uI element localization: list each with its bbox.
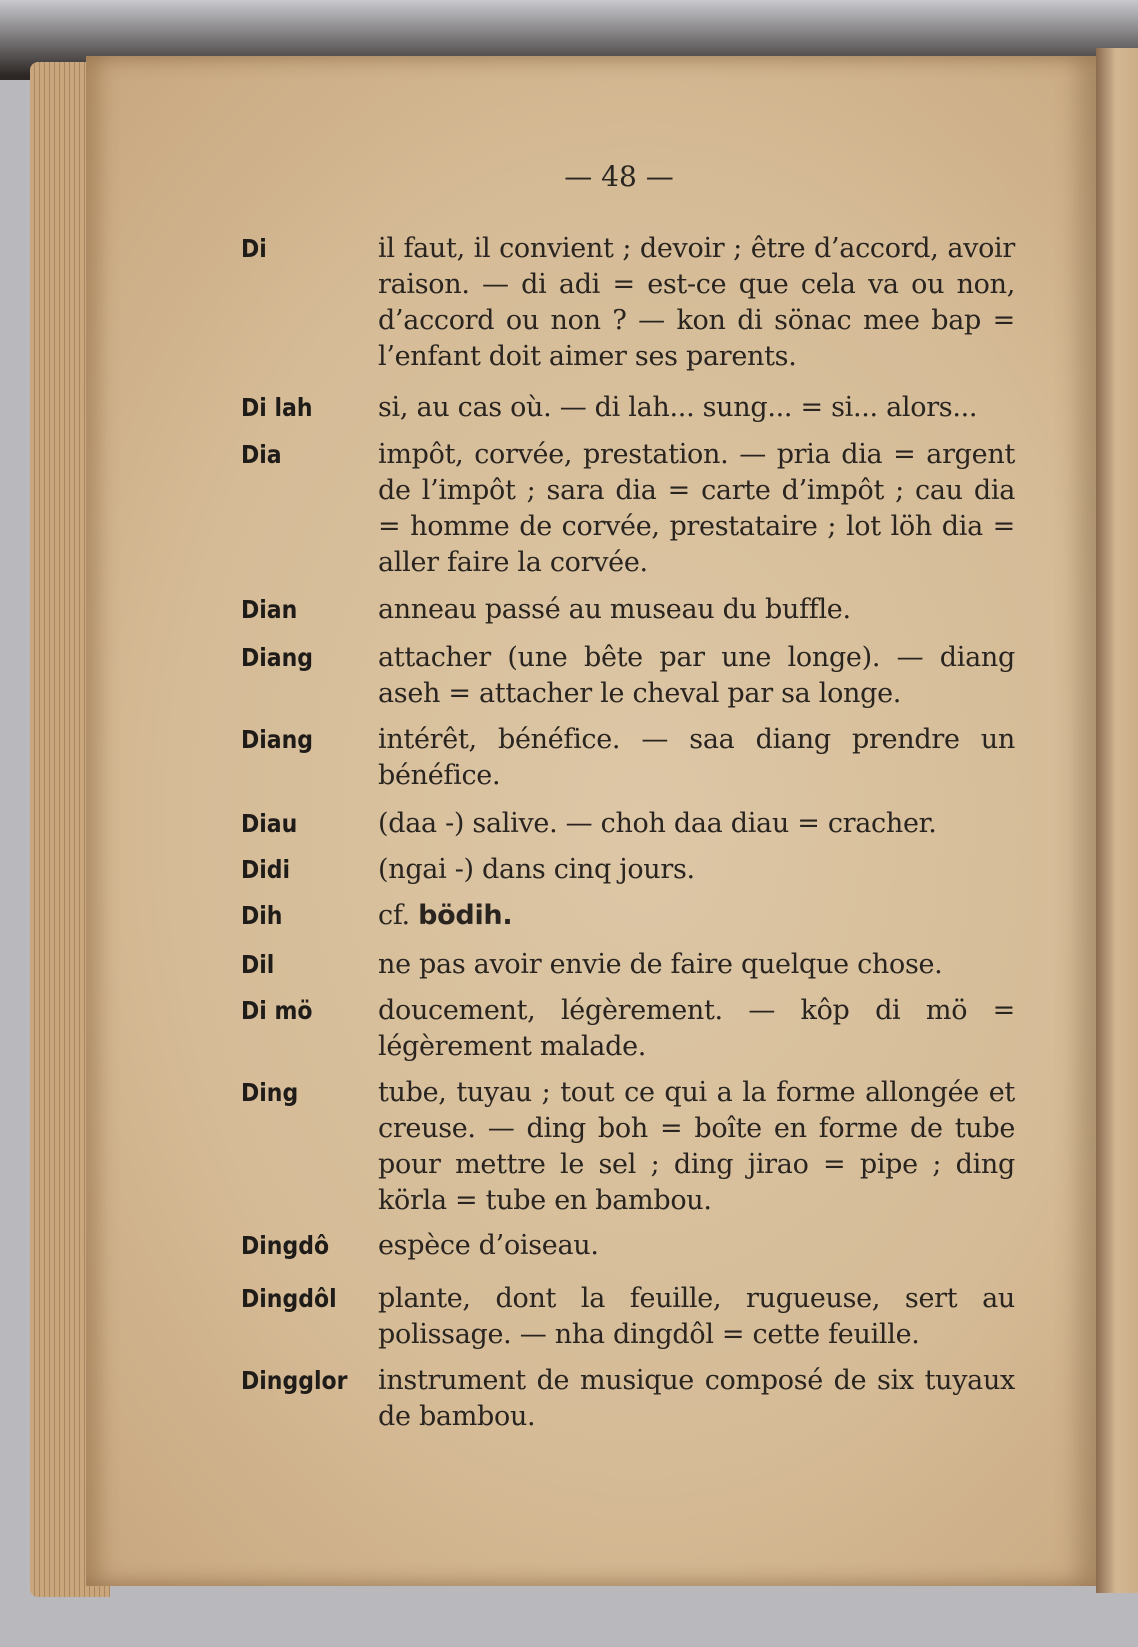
definition: ne pas avoir envie de faire quelque chose. xyxy=(378,949,943,980)
headword: Diau xyxy=(241,809,298,838)
definition: espèce d’oiseau. xyxy=(378,1230,599,1261)
definition: impôt, corvée, prestation. — pria dia = argent de l’impôt ; sara dia = carte d’impôt ; cau dia = homme de corvée, prestataire ; lot löh dia = aller faire la corvée. xyxy=(378,439,1015,578)
headword: Di lah xyxy=(241,393,313,422)
headword: Dian xyxy=(241,595,298,624)
headword: Dingdô xyxy=(241,1231,330,1260)
headword: Dil xyxy=(241,950,275,979)
facing-page-edge xyxy=(1096,48,1138,1593)
definition: si, au cas où. — di lah... sung... = si... alors... xyxy=(378,392,978,423)
definition: attacher (une bête par une longe). — diang aseh = attacher le cheval par sa longe. xyxy=(378,642,1015,709)
definition: (ngai -) dans cinq jours. xyxy=(378,854,695,885)
definition: il faut, il convient ; devoir ; être d’accord, avoir raison. — di adi = est-ce que cela va ou non, d’accord ou non ? — kon di sönac mee bap = l’enfant doit aimer ses parents. xyxy=(378,233,1015,372)
definition: doucement, légèrement. — kôp di mö = légèrement malade. xyxy=(378,995,1015,1062)
headword: Dingglor xyxy=(241,1366,348,1395)
definition: tube, tuyau ; tout ce qui a la forme allongée et creuse. — ding boh = boîte en forme de tube pour mettre le sel ; ding jirao = pipe ; ding körla = tube en bambou. xyxy=(378,1077,1015,1216)
headword: Ding xyxy=(241,1078,299,1107)
definition xyxy=(378,898,1015,934)
headword: Dia xyxy=(241,440,282,469)
definition: anneau passé au museau du buffle. xyxy=(378,594,851,625)
headword: Dingdôl xyxy=(241,1284,337,1313)
headword: Di xyxy=(241,234,267,263)
headword: Di mö xyxy=(241,996,313,1025)
definition: instrument de musique composé de six tuyaux de bambou. xyxy=(378,1365,1015,1432)
definition: (daa -) salive. — choh daa diau = cracher. xyxy=(378,808,937,839)
headword: Diang xyxy=(241,725,314,754)
definition: plante, dont la feuille, rugueuse, sert au polissage. — nha dingdôl = cette feuille. xyxy=(378,1283,1015,1350)
definition: intérêt, bénéfice. — saa diang prendre un bénéfice. xyxy=(378,724,1015,791)
headword: Didi xyxy=(241,855,291,884)
page-number: — 48 — xyxy=(564,160,674,193)
definition-text: cf. xyxy=(378,900,410,931)
headword: Diang xyxy=(241,643,314,672)
cross-reference: bödih. xyxy=(418,900,513,931)
headword: Dih xyxy=(241,901,283,930)
